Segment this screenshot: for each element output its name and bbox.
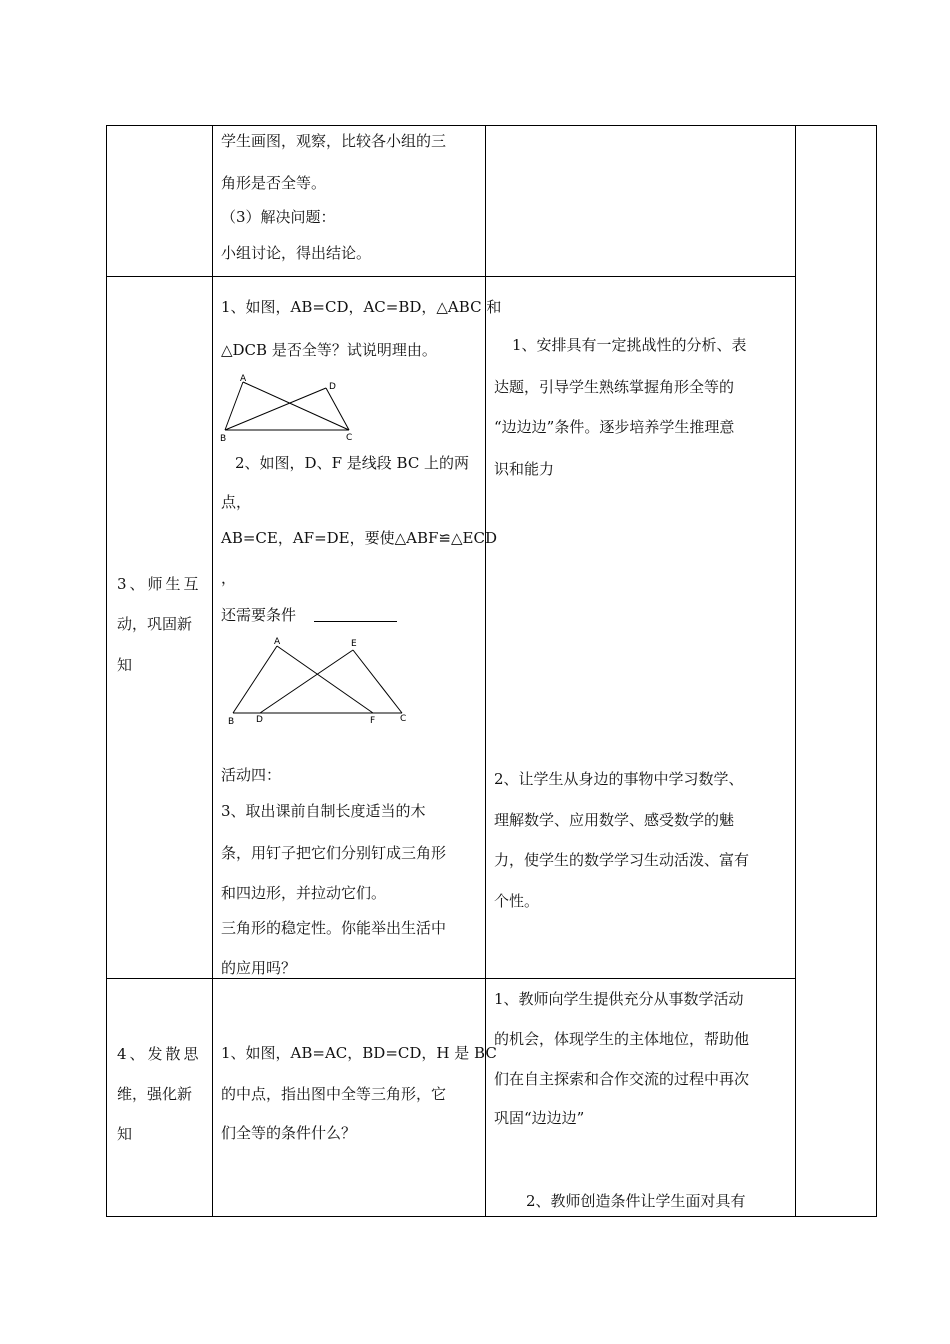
section-title-line: 知 <box>117 1125 133 1143</box>
text-line: 三角形的稳定性。你能举出生活中 <box>221 919 447 937</box>
text-line: 2、教师创造条件让学生面对具有 <box>526 1192 746 1210</box>
text-line: 识和能力 <box>494 460 555 478</box>
point-label-a: A <box>274 637 281 647</box>
text-line: 1、教师向学生提供充分从事数学活动 <box>494 990 744 1008</box>
text-line: 2、让学生从身边的事物中学习数学、 <box>494 770 744 788</box>
point-label-f: F <box>370 716 376 726</box>
text-line: 达题，引导学生熟练掌握角形全等的 <box>494 378 735 396</box>
point-label-b: B <box>220 434 227 444</box>
table-bottom-border <box>106 1216 877 1217</box>
text-line: 的应用吗？ <box>221 959 297 977</box>
activity-title: 活动四： <box>221 766 282 784</box>
col3-right-border <box>795 125 796 1217</box>
point-label-b: B <box>228 717 235 726</box>
text-line: 的中点，指出图中全等三角形，它 <box>221 1085 447 1103</box>
point-label-e: E <box>351 639 357 649</box>
table-right-border <box>876 125 877 1217</box>
point-label-a: A <box>240 374 247 384</box>
text-line: 小组讨论，得出结论。 <box>221 244 372 262</box>
text-line: 力，使学生的数学学习生动活泼、富有 <box>494 851 750 869</box>
section-title-line: 维，强化新 <box>117 1085 193 1103</box>
figure-quadrilateral-abcd <box>218 372 363 444</box>
row1-bottom-border <box>106 276 796 277</box>
text-line: ， <box>221 569 237 587</box>
section-title-line: 3、师生互 <box>117 575 202 593</box>
text-line: 的机会，体现学生的主体地位，帮助他 <box>494 1030 750 1048</box>
text-line: 学生画图，观察，比较各小组的三 <box>221 132 447 150</box>
point-label-d: D <box>329 382 336 392</box>
text-line: 1、如图，AB=AC，BD=CD，H 是 BC <box>221 1044 497 1062</box>
text-line: 点， <box>221 493 252 511</box>
point-label-c: C <box>400 714 407 724</box>
row2-bottom-border <box>106 978 796 979</box>
text-line: （3）解决问题： <box>221 208 336 226</box>
text-line: 条，用钉子把它们分别钉成三角形 <box>221 844 447 862</box>
text-line: 1、如图，AB=CD，AC=BD，△ABC 和 <box>221 298 502 316</box>
text-line: 1、安排具有一定挑战性的分析、表 <box>512 336 747 354</box>
section-title-line: 知 <box>117 656 133 674</box>
section-title-line: 4、发散思 <box>117 1045 202 1063</box>
text-line: 理解数学、应用数学、感受数学的魅 <box>494 811 735 829</box>
section-title-line: 动，巩固新 <box>117 615 193 633</box>
text-line: 巩固“边边边” <box>494 1109 585 1127</box>
figure-triangles-abf-ecd <box>225 634 415 726</box>
text-line: 个性。 <box>494 892 540 910</box>
text-line: “边边边”条件。逐步培养学生推理意 <box>494 418 735 436</box>
text-line: 们全等的条件什么？ <box>221 1124 357 1142</box>
table-top-border <box>106 125 877 126</box>
text-line: 们在自主探索和合作交流的过程中再次 <box>494 1070 750 1088</box>
point-label-d: D <box>256 715 263 725</box>
text-line: 角形是否全等。 <box>221 174 327 192</box>
text-line: 3、取出课前自制长度适当的木 <box>221 802 426 820</box>
text-line: AB=CE，AF=DE，要使△ABF≌△ECD <box>221 529 497 547</box>
col1-right-border <box>212 125 213 1217</box>
text-line: 还需要条件 <box>221 606 297 624</box>
point-label-c: C <box>346 433 353 443</box>
answer-blank <box>314 621 397 622</box>
text-line: 2、如图，D、F 是线段 BC 上的两 <box>235 454 470 472</box>
table-left-border <box>106 125 107 1217</box>
text-line: 和四边形，并拉动它们。 <box>221 884 387 902</box>
text-line: △DCB 是否全等？试说明理由。 <box>221 341 437 359</box>
